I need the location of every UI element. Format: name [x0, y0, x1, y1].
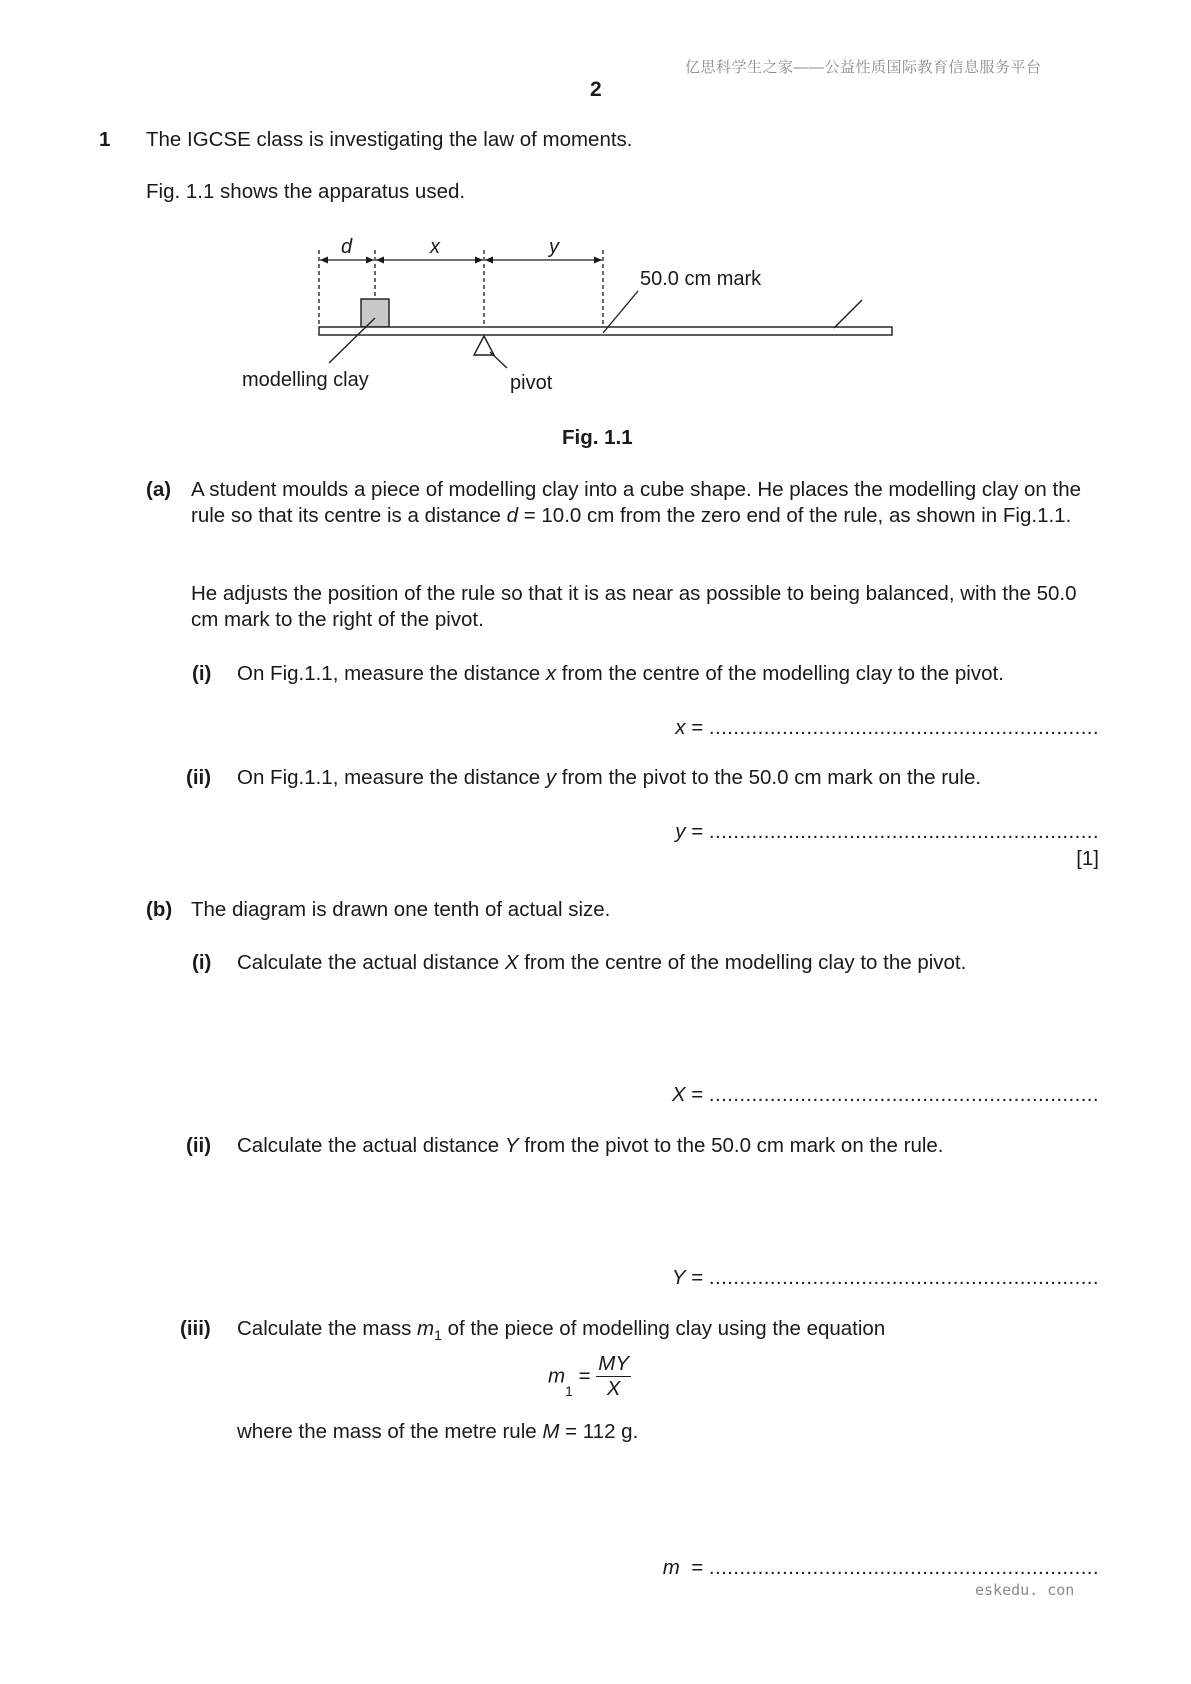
- question-number: 1: [99, 128, 111, 151]
- part-b-label: (b): [146, 898, 173, 921]
- leader-rule-end: [834, 300, 862, 328]
- answer-line-y[interactable]: y = ................................................................: [675, 820, 1099, 843]
- header-watermark-text: 亿思科学生之家——公益性质国际教育信息服务平台: [685, 59, 1042, 76]
- figure-intro: Fig. 1.1 shows the apparatus used.: [146, 180, 466, 203]
- label-y: y: [549, 236, 559, 258]
- part-b-iii-where: where the mass of the metre rule M = 112 g.: [237, 1420, 639, 1443]
- answer-line-m[interactable]: m = ................................................................: [662, 1556, 1099, 1579]
- label-d: d: [341, 236, 353, 258]
- part-b-ii-text: Calculate the actual distance Y from the pivot to the 50.0 cm mark on the rule.: [237, 1134, 944, 1157]
- page-number: 2: [590, 78, 602, 101]
- marks-a: [1]: [1076, 847, 1099, 870]
- part-a-i-label: (i): [192, 662, 212, 685]
- part-b-iii-text: Calculate the mass $m_1$ of the piece of modelling clay using the equation: [237, 1317, 886, 1344]
- part-a-ii-text: On Fig.1.1, measure the distance y from the pivot to the 50.0 cm mark on the rule.: [237, 766, 982, 789]
- answer-line-Y[interactable]: Y = ................................................................: [671, 1266, 1099, 1289]
- part-a-i-text: On Fig.1.1, measure the distance x from the centre of the modelling clay to the pivot.: [237, 662, 1004, 685]
- leader-pivot: [490, 352, 507, 368]
- mass-equation: $m_1$ = $\frac{MY}{X}$: [548, 1352, 629, 1400]
- part-b-i-text: Calculate the actual distance X from the centre of the modelling clay to the pivot.: [237, 951, 967, 974]
- part-a-label: (a): [146, 478, 172, 501]
- label-pivot: pivot: [510, 372, 553, 394]
- fraction-MY-over-X: $\frac{MY}{X}$: [598, 1352, 629, 1400]
- part-b-i-label: (i): [192, 951, 212, 974]
- footer-watermark-text: eskedu. con: [975, 1581, 1075, 1599]
- label-50cm-mark: 50.0 cm mark: [640, 268, 762, 290]
- label-modelling-clay: modelling clay: [242, 369, 369, 391]
- figure-apparatus: [0, 0, 1191, 420]
- leader-clay: [329, 318, 375, 363]
- answer-line-x[interactable]: x = ................................................................: [675, 716, 1099, 739]
- figure-caption: Fig. 1.1: [562, 426, 633, 449]
- part-b-text: The diagram is drawn one tenth of actual size.: [191, 898, 611, 921]
- label-x: x: [430, 236, 440, 258]
- part-b-iii-label: (iii): [180, 1317, 211, 1340]
- part-a-ii-label: (ii): [186, 766, 212, 789]
- answer-line-X[interactable]: X = ................................................................: [671, 1083, 1099, 1106]
- part-a-text-1: A student moulds a piece of modelling clay into a cube shape. He places the modelling clay on the rule so that its centre is a distance d = 10.0 cm from the zero end of the rule, as shown in Fig.1.1.: [191, 478, 1082, 527]
- modelling-clay-cube: [361, 299, 389, 327]
- question-intro: The IGCSE class is investigating the law of moments.: [146, 128, 633, 151]
- part-b-ii-label: (ii): [186, 1134, 212, 1157]
- part-a-text-2: He adjusts the position of the rule so that it is as near as possible to being balanced, with the 50.0 cm mark to the right of the pivot.: [191, 582, 1077, 631]
